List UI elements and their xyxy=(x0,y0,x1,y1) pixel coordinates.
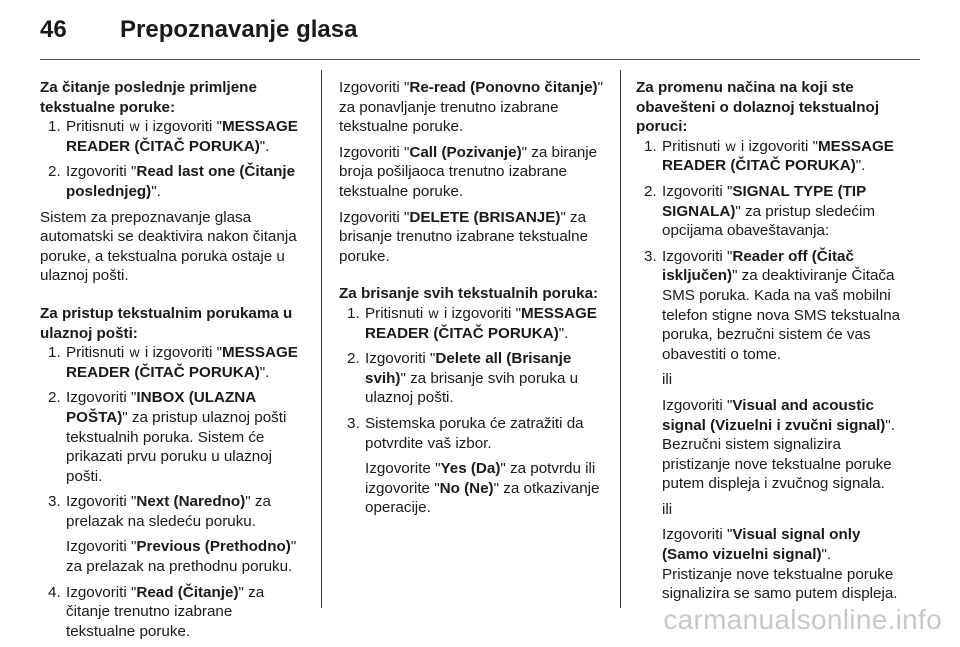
step-text: i izgovoriti " xyxy=(144,344,222,362)
voice-command-text: SIGNAL TYPE (TIP SIGNALA) xyxy=(662,182,867,220)
step-number: 2. xyxy=(48,163,61,181)
para-text: " za ponavljanje trenutno izabrane tekstualne poruke. xyxy=(339,79,603,136)
step-text: ". Pristizanje nove tekstualne poruke signalizira se samo putem displeja. xyxy=(662,546,898,603)
step-text: " za čitanje trenutno izabrane tekstualne poruke. xyxy=(66,583,265,640)
step-text: Sistemska poruka će zatražiti da potvrdite vaš izbor. xyxy=(365,414,584,452)
step-1 xyxy=(636,137,904,176)
voice-command-text: Previous (Prethodno) xyxy=(136,538,291,556)
section-heading-signal-type: Za promenu načina na koji ste obavešteni o dolaznoj tekstualnoj poruci: xyxy=(636,79,880,136)
step-text: ". xyxy=(151,182,161,200)
step-3 xyxy=(339,414,605,518)
step-number: 1. xyxy=(347,304,360,322)
para-text: Izgovoriti " xyxy=(339,79,410,96)
step-text: Izgovoriti " xyxy=(66,163,137,181)
step-text: Izgovorite " xyxy=(365,460,441,478)
header-rule xyxy=(40,59,920,60)
step-text: " za pristup ulaznoj pošti tekstualnih poruka. Sistem će prikazati prvu poruku u ulaznoj pošti. xyxy=(66,408,287,485)
voice-command-icon: w xyxy=(725,137,736,154)
page-title: Prepoznavanje glasa xyxy=(120,16,358,43)
paragraph-reread xyxy=(339,78,605,137)
steps-inbox xyxy=(40,343,302,641)
step-text: i izgovoriti " xyxy=(443,304,521,322)
steps-signal-type xyxy=(636,137,904,604)
column-divider-1 xyxy=(321,70,322,608)
step-number: 2. xyxy=(48,389,61,407)
step-text: Izgovoriti " xyxy=(365,350,436,368)
voice-command-text: Read (Čitanje) xyxy=(136,583,239,601)
step-number: 2. xyxy=(347,350,360,368)
step-subtext xyxy=(365,459,605,518)
column-2 xyxy=(339,78,605,524)
voice-command-text: Visual signal only (Samo vizuelni signal) xyxy=(662,526,861,564)
watermark: carmanualsonline.info xyxy=(663,604,942,635)
step-text: Izgovoriti " xyxy=(662,182,733,200)
step-text: ". xyxy=(259,137,270,155)
step-text: Izgovoriti " xyxy=(662,396,733,414)
step-text: Izgovoriti " xyxy=(66,493,137,511)
paragraph-delete xyxy=(339,208,605,267)
step-number: 4. xyxy=(48,583,61,601)
step-text: " za otkazivanje operacije. xyxy=(365,479,600,517)
steps-delete-all xyxy=(339,304,605,518)
voice-command-text: Read last one (Čitanje poslednjeg) xyxy=(66,163,296,200)
step-text: Izgovoriti " xyxy=(662,526,733,544)
step-2 xyxy=(40,162,302,201)
voice-command-text: MESSAGE READER (ČITAČ PORUKA) xyxy=(662,137,894,175)
column-1 xyxy=(40,78,302,647)
step-4 xyxy=(40,583,302,642)
section-heading-delete-all: Za brisanje svih tekstualnih poruka: xyxy=(339,285,599,303)
step-text: Izgovoriti " xyxy=(662,247,733,265)
voice-command-icon: w xyxy=(129,118,140,135)
para-text: Izgovoriti " xyxy=(339,208,410,226)
step-text: Pritisnuti xyxy=(365,304,424,322)
step-number: 2. xyxy=(644,182,657,200)
step-2 xyxy=(636,182,904,241)
step-subtext xyxy=(66,537,302,576)
section-heading-inbox: Za pristup tekstualnim porukama u ulaznoj pošti: xyxy=(40,304,293,342)
option-visual-acoustic xyxy=(662,396,904,494)
step-text: Pritisnuti xyxy=(66,118,125,136)
step-number: 1. xyxy=(48,118,61,136)
page-number: 46 xyxy=(40,16,67,43)
voice-command-text: Next (Naredno) xyxy=(136,493,246,511)
step-text: ". xyxy=(259,363,270,381)
voice-command-text: Re-read (Ponovno čitanje) xyxy=(409,79,598,96)
step-text: i izgovoriti " xyxy=(740,137,818,155)
voice-command-text: Yes (Da) xyxy=(440,460,501,478)
or-separator: ili xyxy=(662,500,673,518)
step-text: " za potvrdu ili izgovorite " xyxy=(365,460,596,497)
step-1 xyxy=(40,343,302,382)
step-text: ". xyxy=(855,157,866,175)
voice-command-icon: w xyxy=(428,304,439,321)
voice-command-text: No (Ne) xyxy=(439,479,494,497)
voice-command-text: MESSAGE READER (ČITAČ PORUKA) xyxy=(365,304,597,342)
step-number: 3. xyxy=(644,247,657,265)
voice-command-text: Visual and acoustic signal (Vizuelni i zvučni signal) xyxy=(662,396,886,434)
paragraph-call xyxy=(339,143,605,202)
step-number: 1. xyxy=(48,344,61,362)
voice-command-text: Reader off (Čitač isključen) xyxy=(662,247,854,285)
section-heading-read-last: Za čitanje poslednje primljene tekstualne poruke: xyxy=(40,79,257,116)
step-text: Pritisnuti xyxy=(662,137,721,155)
step-text: Pritisnuti xyxy=(66,344,125,362)
step-text: " za deaktiviranje Čitača SMS poruka. Kada na vaš mobilni telefon stigne nova SMS tekstualna poruka, bezručni sistem će vas obavestiti o tome. xyxy=(662,267,901,363)
voice-command-text: Delete all (Brisanje svih) xyxy=(365,350,572,387)
voice-command-text: MESSAGE READER (ČITAČ PORUKA) xyxy=(66,118,298,155)
step-text: Izgovoriti " xyxy=(66,538,137,556)
step-number: 3. xyxy=(48,493,61,511)
voice-command-text: Call (Pozivanje) xyxy=(409,143,522,161)
or-separator: ili xyxy=(662,371,673,389)
note-paragraph: Sistem za prepoznavanje glasa automatski se deaktivira nakon čitanja poruke, a tekstualna poruka ostaje u ulaznoj pošti. xyxy=(40,208,297,285)
step-number: 1. xyxy=(644,137,657,155)
step-3 xyxy=(636,247,904,604)
step-1 xyxy=(40,117,302,156)
column-3 xyxy=(636,78,904,610)
para-text: " za brisanje trenutno izabrane tekstualne poruke. xyxy=(339,208,589,265)
step-1 xyxy=(339,304,605,343)
para-text: Izgovoriti " xyxy=(339,143,410,161)
step-text: Izgovoriti " xyxy=(66,389,137,407)
voice-command-icon: w xyxy=(129,344,140,361)
step-2 xyxy=(40,388,302,486)
voice-command-text: MESSAGE READER (ČITAČ PORUKA) xyxy=(66,344,298,381)
step-text: " za prelazak na sledeću poruku. xyxy=(66,493,271,530)
step-text: Izgovoriti " xyxy=(66,583,137,601)
para-text: " za biranje broja pošiljaoca trenutno izabrane tekstualne poruke. xyxy=(339,143,598,200)
step-text: " za brisanje svih poruka u ulaznoj pošti. xyxy=(365,369,579,407)
step-text: ". Bezručni sistem signalizira pristizanje nove tekstualne poruke putem displeja i zvučnog signala. xyxy=(662,416,895,493)
steps-read-last xyxy=(40,117,302,201)
step-2 xyxy=(339,349,605,408)
voice-command-text: INBOX (ULAZNA POŠTA) xyxy=(66,389,256,426)
step-3 xyxy=(40,492,302,576)
step-text: " za pristup sledećim opcijama obaveštavanja: xyxy=(662,202,876,240)
step-number: 3. xyxy=(347,414,360,432)
step-text: i izgovoriti " xyxy=(144,118,222,136)
option-visual-only xyxy=(662,525,904,603)
step-text: ". xyxy=(558,324,569,342)
column-divider-2 xyxy=(620,70,621,608)
step-text: " za prelazak na prethodnu poruku. xyxy=(66,538,297,576)
voice-command-text: DELETE (BRISANJE) xyxy=(409,208,561,226)
